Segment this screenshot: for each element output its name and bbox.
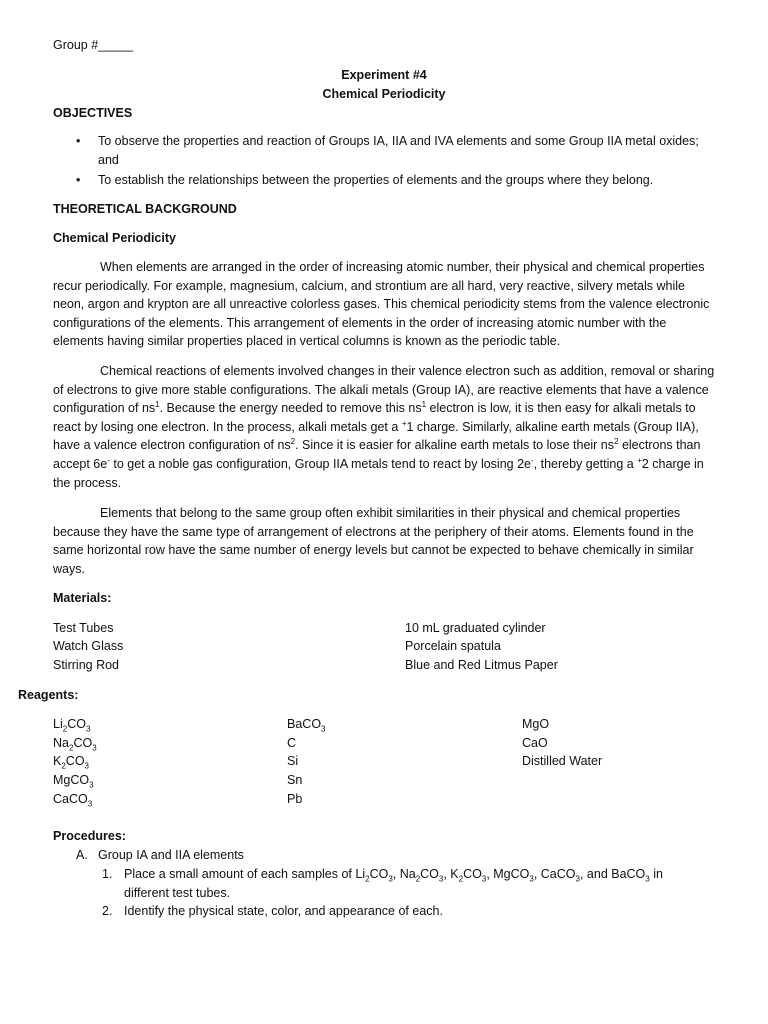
objective-item: • To observe the properties and reaction of Groups IA, IIA and IVA elements and some Group IIA metal oxides; and [76,134,699,167]
procedure-step-2: 2. Identify the physical state, color, and appearance of each. [102,904,443,918]
materials-row [53,619,715,638]
paragraph-1: When elements are arranged in the order of increasing atomic number, their physical and chemical properties recur periodically. For example, magnesium, calcium, and strontium are all hard, very reactive, silvery metals while neon, argon and krypton are all unreactive colorless gases. This chemical periodicity stems from the valence electronic configurations of the elements. This arrangement of elements in the order of increasing atomic number with the elements having similar properties placed in vertical columns is known as the periodic table. [53,260,710,349]
reagent-caco3: CaCO$_3$ [53,792,93,809]
material-item: Porcelain spatula [405,639,501,653]
materials-heading: Materials: [53,591,112,605]
reagents-heading: Reagents: [18,688,79,702]
procedures-heading: Procedures: [53,829,126,843]
material-item: Stirring Rod [53,658,119,672]
materials-row [53,637,715,656]
reagent-sn: Sn [287,773,303,787]
reagent-pb: Pb [287,792,303,806]
experiment-title: Experiment #4 [341,68,427,82]
group-number-field: Group #_____ [53,38,133,52]
reagent-baco3: BaCO$_3$ [287,717,326,734]
material-item: Blue and Red Litmus Paper [405,658,558,672]
bullet-icon: • [76,173,81,188]
material-item: Test Tubes [53,621,114,635]
materials-row [53,656,715,675]
objective-item: • To establish the relationships between the properties of elements and the groups where they belong. [53,171,715,190]
bullet-icon: • [76,134,81,148]
reagent-cao: CaO [522,736,548,750]
procedure-step-1: 1. Place a small amount of each samples of $Li_2CO_3$, $Na_2CO_3$, $K_2CO_3$, MgCO$_3$, CaCO$_3$, and BaCO$_3$ in different test tubes. [102,867,663,900]
objectives-heading: OBJECTIVES [53,106,133,120]
chemical-periodicity-subheading: Chemical Periodicity [53,231,176,245]
reagent-na2co3: $Na_2CO_3$ [53,736,97,753]
paragraph-3: Elements that belong to the same group often exhibit similarities in their physical and chemical properties because they have the same type of arrangement of electrons at the periphery of their atoms. Elements found in the same horizontal row have the same number of energy levels but cannot be expected to behave chemically in similar ways. [53,506,694,576]
reagent-mgo: MgO [522,717,550,731]
paragraph-2: Chemical reactions of elements involved changes in their valence electron such as addition, removal or sharing of electrons to give more stable configurations. The alkali metals (Group IA), are reactive elements that have a valence configuration of $ns^1$. Because the energy needed to remove this $ns^1$ electron is low, it is then easy for alkali metals to react by losing one electron. In the process, alkali metals get a +1 charge. Similarly, alkaline earth metals (Group IIA), have a valence electron configuration of $ns^2$. Since it is easier for alkaline earth metals to lose their $ns^2$ electrons than accept 6e- to get a noble gas configuration, Group IIA metals tend to react by losing 2e-, thereby getting a +2 charge in the process. [53,364,715,490]
material-item: 10 mL graduated cylinder [405,621,546,635]
title-block [0,66,768,103]
procedure-section-a: A. Group IA and IIA elements [76,848,244,862]
experiment-subtitle: Chemical Periodicity [322,86,446,101]
reagent-si: Si [287,754,299,768]
reagent-mgco3: MgCO$_3$ [53,773,94,790]
reagent-k2co3: $K_2CO_3$ [53,754,89,771]
objectives-list [53,132,715,192]
reagent-c: C [287,736,297,750]
theoretical-background-heading: THEORETICAL BACKGROUND [53,202,237,216]
reagent-distilled-water: Distilled Water [522,754,603,768]
material-item: Watch Glass [53,639,124,653]
reagent-li2co3: $Li_2CO_3$ [53,717,91,734]
